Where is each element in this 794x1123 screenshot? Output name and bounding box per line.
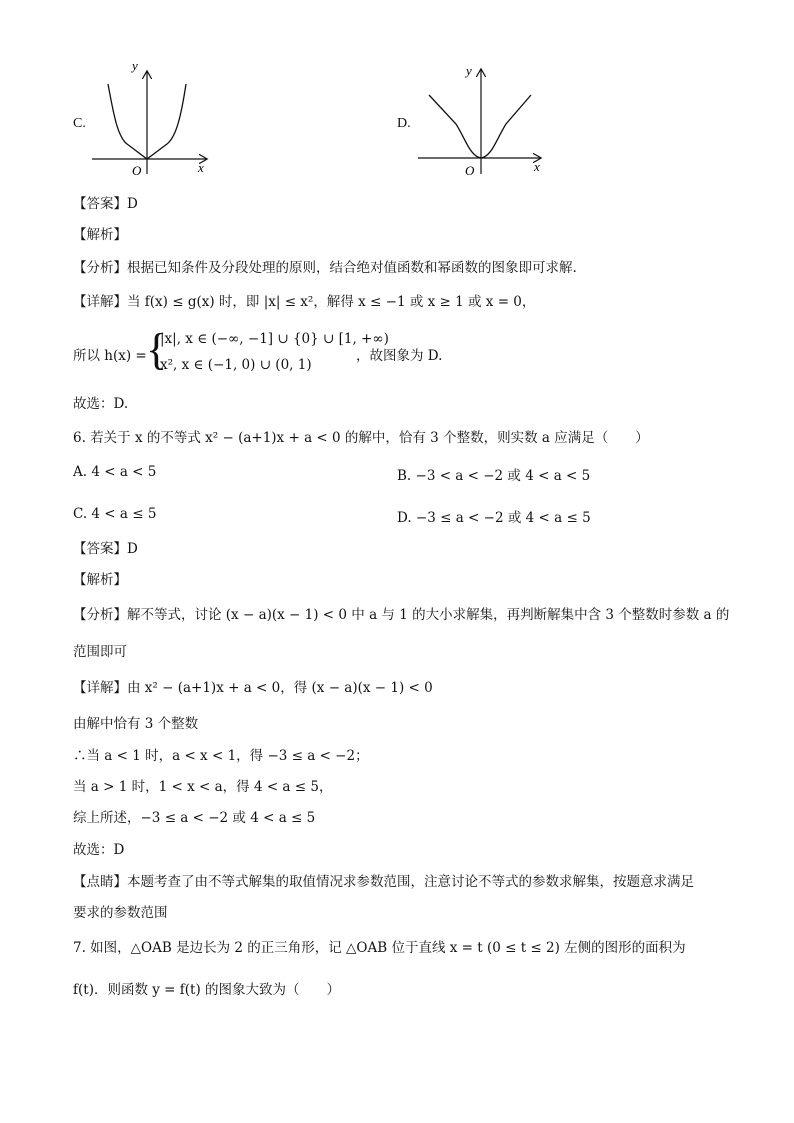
q6-detail: 【详解】由 x² − (a+1)x + a < 0，得 (x − a)(x − 1) < 0 <box>73 680 433 696</box>
q6-fenxi-line2: 范围即可 <box>73 644 127 660</box>
q6-option-b: B. −3 < a < −2 或 4 < a < 5 <box>397 468 591 484</box>
q6-option-c: C. 4 < a ≤ 5 <box>73 506 157 522</box>
origin-label: O <box>132 163 142 178</box>
graph-d <box>414 62 550 180</box>
q6-analysis-heading: 【解析】 <box>73 572 127 588</box>
q5-h-case1: |x|, x ∈ (−∞, −1] ∪ {0} ∪ [1, +∞) <box>160 331 389 347</box>
origin-label: O <box>465 163 475 178</box>
q6-answer: 【答案】D <box>73 541 138 557</box>
y-axis-label: y <box>132 62 138 73</box>
q5-h-suffix: ，故图象为 D. <box>356 348 443 364</box>
q6-line3: 当 a > 1 时，1 < x < a，得 4 < a ≤ 5， <box>73 779 333 795</box>
q7-stem-line1: 7. 如图，△OAB 是边长为 2 的正三角形，记 △OAB 位于直线 x = t (0 ≤ t ≤ 2) 左侧的图形的面积为 <box>73 940 686 956</box>
q6-line2: ∴当 a < 1 时，a < x < 1，得 −3 ≤ a < −2； <box>73 748 369 764</box>
graph-c <box>88 62 218 180</box>
q5-fenxi: 【分析】根据已知条件及分段处理的原则，结合绝对值函数和幂函数的图象即可求解. <box>73 260 577 276</box>
curve-d <box>429 95 531 158</box>
y-axis-label: y <box>466 63 472 78</box>
q5-choose: 故选：D. <box>73 396 129 412</box>
q5-analysis-heading: 【解析】 <box>73 227 127 243</box>
x-axis-label: x <box>198 160 204 175</box>
q6-line4: 综上所述，−3 ≤ a < −2 或 4 < a ≤ 5 <box>73 810 316 826</box>
q7-stem-line2: f(t)．则函数 y = f(t) 的图象大致为（ ） <box>73 982 341 998</box>
q5-detail: 【详解】当 f(x) ≤ g(x) 时，即 |x| ≤ x²，解得 x ≤ −1 或 x ≥ 1 或 x = 0， <box>73 294 536 310</box>
option-c-label: C. <box>73 116 86 131</box>
q6-option-d: D. −3 ≤ a < −2 或 4 < a ≤ 5 <box>397 510 591 526</box>
q6-option-a: A. 4 < a < 5 <box>73 464 157 480</box>
q5-h-prefix: 所以 h(x) = <box>73 348 147 364</box>
option-d-label: D. <box>397 116 411 131</box>
q6-fenxi-line1: 【分析】解不等式，讨论 (x − a)(x − 1) < 0 中 a 与 1 的大小求解集，再判断解集中含 3 个整数时参数 a 的 <box>73 607 730 623</box>
q5-h-case2: x², x ∈ (−1, 0) ∪ (0, 1) <box>160 357 312 373</box>
x-axis-label: x <box>534 159 540 174</box>
q6-dianjing-line1: 【点睛】本题考查了由不等式解集的取值情况求参数范围，注意讨论不等式的参数求解集，按题意求满足 <box>73 874 694 890</box>
piecewise-brace: { <box>146 325 168 374</box>
q6-choose: 故选：D <box>73 842 125 858</box>
q6-dianjing-line2: 要求的参数范围 <box>73 905 168 921</box>
q6-stem: 6. 若关于 x 的不等式 x² − (a+1)x + a < 0 的解中，恰有 3 个整数，则实数 a 应满足（ ） <box>73 430 649 446</box>
q6-line1: 由解中恰有 3 个整数 <box>73 716 199 732</box>
q5-answer: 【答案】D <box>73 196 138 212</box>
